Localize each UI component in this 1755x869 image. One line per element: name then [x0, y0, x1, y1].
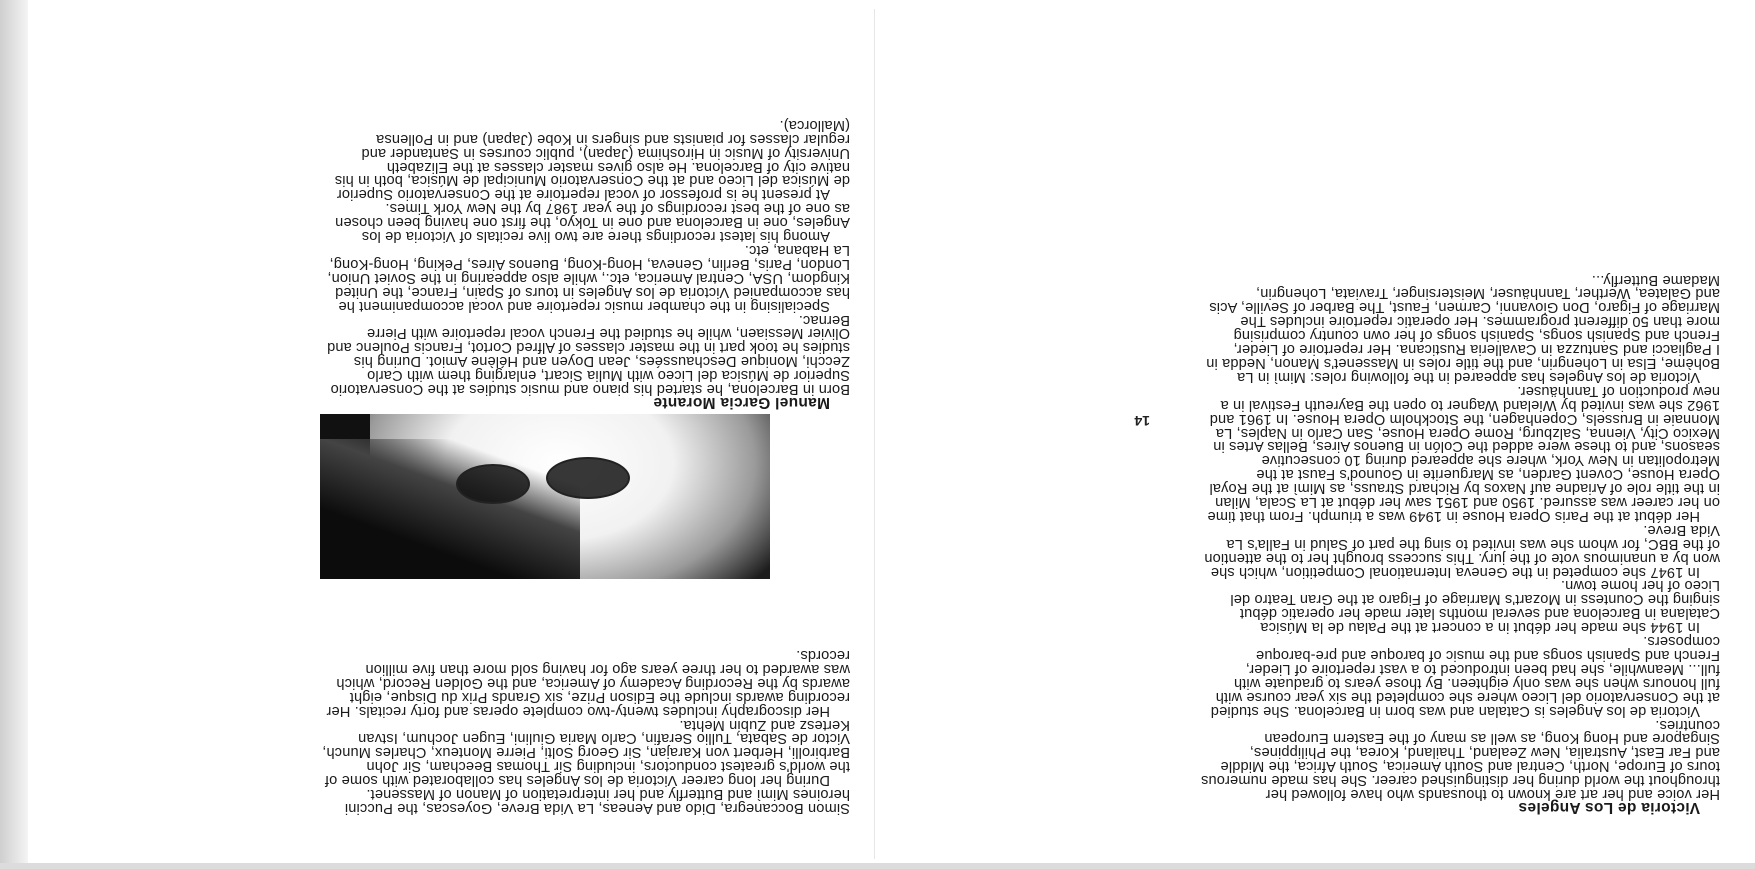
victoria-paragraph: Her début at the Paris Opera House in 1949 was a triumph. From that time on her career was assured. 1950 and 1951 saw her début at La Scala, Milan in the title role of Ariadne auf Naxos by Richard Strauss, as Mimì at the Royal Opera House, Covent Garden, as Marguerite in Gounod's Faust at the Metropolitan in New York, where she appeared during 10 consecutive seasons, and to these were added the Colón in Buenos Aires, Bellas Artes in Mexico City, Vienna, Salzburg, Rome Opera House, San Carlo in Naples, La Monnaie in Brussels, Copenhagen, the Stockholm Opera House. In 1961 and 1962 she was invited by Wieland Wagner to open the Bayreuth Festival in a new production of Tannhäuser. [1207, 382, 1720, 524]
portrait-photo [320, 414, 770, 579]
manuel-heading: Manuel Garcia Morante [653, 394, 830, 411]
manuel-paragraph: Specialising in the chamber music repertoire and vocal accompaniment he has accompanied Victoria de los Angeles in tours of Spain, France, the United Kingdom, USA, Central America, etc., while also appearing in the Soviet Union, London, Paris, Berlin, Geneva, Hong-Kong, Buenos Aires, Peking, Hong-Kong, La Habana, etc. [327, 242, 850, 314]
victoria-column [1200, 272, 1720, 814]
manuel-column [320, 117, 850, 409]
page-gutter [874, 9, 875, 859]
continuation-paragraph: During her long career Victoria de los Angeles has collaborated with some of the world's greatest conductors, including Sir Thomas Beecham, Sir John Barbirolli, Herbert von Karajan, Sir Georg Solti, Pierre Monteux, Charles Munch, Victor de Sabata, Tullio Serafin, Carlo Maria Giulini, Eugen Jochum, Istvan Kertesz and Zubin Mehta. [322, 716, 850, 789]
victoria-heading: Victoria de Los Angeles [1518, 799, 1700, 816]
manuel-paragraph: Among his latest recordings there are two live recitals of Victoria de los Angeles, one in Barcelona and one in Tokyo, the first one having been chosen as one of the best recordings of the year 1987 by the New York Times. [335, 200, 850, 245]
manuel-paragraph: At present he is professor of vocal repertoire at the Conservatorio Superior de Música del Liceo and at the Conservatorio Municipal de Música, both in his native city of Barcelona. He also gives master classes at the Elizabeth University of Music in Hiroshima (Japan), public courses in Santander and regular classes for pianists and singers in Kobe (Japan) and in Pollensa (Mallorca). [334, 116, 850, 203]
continuation-column [320, 647, 850, 814]
page-number: 14 [1134, 413, 1150, 429]
victoria-paragraph: In 1944 she made her début in a concert at the Palau de la Música Catalana in Barcelona and several months later made her operatic début singing the Countess in Mozart's Marriage of Figaro at the Gran Teatro del Liceo of her home town. [1230, 577, 1720, 636]
victoria-paragraph: Victoria de los Angeles is Catalan and was born in Barcelona. She studied at the Conservatorio del Liceo where she completed the six year course with full honours when she was only eighteen. By those years to graduate with full... Meanwhile, she had been introduced to a vast repertoire of Lieder, French and Spanish songs and the music of baroque and pre-baroque composers. [1210, 633, 1720, 719]
scan-bottom-edge [0, 863, 1755, 869]
glasses-lens-right [456, 464, 530, 504]
manuel-paragraph: Born in Barcelona, he started his piano and music studies at the Conservatorio Superior de Música del Liceo with Mulia Sicart, enlarging them with Carlo Zecchi, Monique Deschaussées, Jean Doyen and Hélène Amiot. During his studies he took part in the master classes of Alfred Cortot, Francis Poulenc and Olivier Messiaen, while he studied the French vocal repertoire with Pierre Bernac. [326, 311, 850, 398]
portrait-hair [320, 439, 580, 579]
victoria-paragraph: Her voice and her art are known to thousands who have followed her throughout the world during her distinguished career. She has made numerous tours of Europe, North, Central and South America, South Africa, the Middle and Far East, Australia, New Zealand, Thailand, Korea, the Philippines, Singapore and Hong Kong, as well as many of the Eastern European countries. [1200, 716, 1720, 803]
continuation-paragraph: Simon Boccanegra, Dido and Aeneas, La Vida Breve, Goyescas, the Puccini heroines Mimì and Butterfly and her interpretation of Manon of Massenet. [344, 786, 850, 816]
glasses-lens-left [546, 457, 630, 499]
continuation-paragraph: Her discography includes twenty-two complete operas and forty recitals. Her recording awards include the Edison Prize, six Grands Prix du Disque, eight awards by the Recording Academy of America, and the Golden Record, which was awarded to her three years ago for having sold more than five million records. [326, 647, 850, 719]
victoria-paragraph: In 1947 she competed in the Geneva International Competition, which she won by a unanimous vote of the jury. This success brought her to the attention of the BBC, for whom she was invited to sing the part of Salud in Falla's La Vida Breve. [1204, 521, 1720, 580]
victoria-paragraph: Victoria de los Angeles has appeared in the following roles: Mimì in La Bohème, Elsa in Lohengrin, and the title roles in Massenet's Manon, Nedda in I Pagliacci and Santuzza in Cavalleria Rusticana. Her repertoire of Lieder, French and Spanish songs, Spanish songs of her own country comprising more than 50 different programmes. Her operatic repertoire includes The Marriage of Figaro, Don Giovanni, Carmen, Faust, The Barber of Seville, Acis and Galatea, Werther, Tannhäuser, Meistersinger, Traviata, Lohengrin, Madame Butterfly... [1206, 271, 1720, 385]
